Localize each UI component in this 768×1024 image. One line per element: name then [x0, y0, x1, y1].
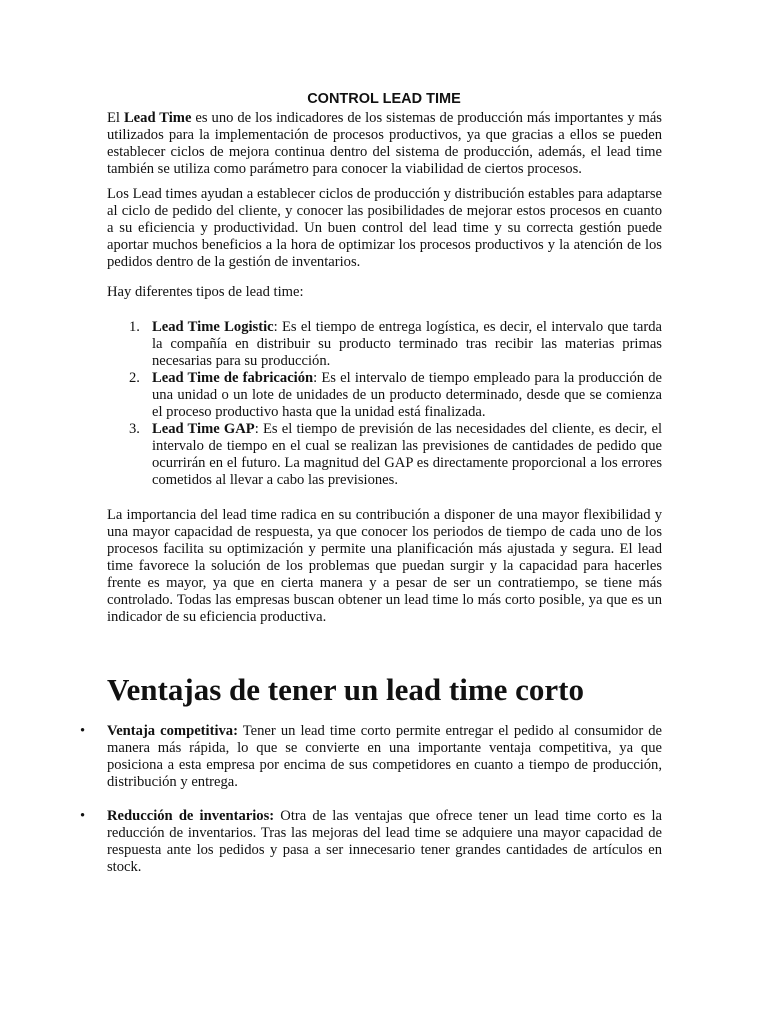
intro-prefix: El — [107, 110, 124, 126]
list-item — [80, 723, 662, 791]
list-item — [107, 421, 662, 489]
list-item — [80, 808, 663, 876]
importance-paragraph: La importancia del lead time radica en su contribución a disponer de una mayor flexibilidad y una mayor capacidad de respuesta, ya que conocer los periodos de tiempo de cada uno de los procesos facilita su optimización y permite una planificación más ajustada y segura. El lead time favorece la solución de los problemas que puedan surgir y la capacidad para hacerles frente es mayor, ya que en cierta manera y a pesar de ser un contratiempo, se tiene más controlado. Todas las empresas buscan obtener un lead time lo más corto posible, ya que es un indicador de su eficiencia productiva. — [107, 507, 662, 625]
list-number: 2. — [129, 370, 140, 386]
bullet-marker: • — [80, 808, 86, 824]
section-heading: Ventajas de tener un lead time corto — [107, 672, 584, 707]
intro-paragraph — [107, 110, 662, 178]
list-number: 1. — [129, 319, 140, 335]
list-term: Lead Time de fabricación — [152, 370, 314, 386]
list-number: 3. — [129, 421, 140, 437]
list-text: : Es el tiempo de entrega logística, es decir, el intervalo que tarda la compañía en distribuir su producto terminado tras recibir las materias primas necesarias para su producción. — [152, 319, 663, 369]
list-item — [107, 370, 662, 421]
intro-text: es uno de los indicadores de los sistemas de producción más importantes y más utilizados para la implementación de procesos productivos, ya que gracias a ellos se pueden establecer ciclos de mejora continua dentro del sistema de producción, además, el lead time también se utiliza como parámetro para conocer la viabilidad de ciertos procesos. — [107, 110, 662, 177]
lead-time-types-list — [107, 319, 662, 489]
list-term: Lead Time Logistic — [152, 319, 274, 335]
list-item — [107, 319, 662, 370]
list-text: : Es el intervalo de tiempo empleado para la producción de una unidad o un lote de unidades de un producto determinado, desde que se comienza el proceso productivo hasta que la unidad está finalizada. — [152, 370, 662, 420]
advantages-list — [80, 723, 663, 876]
bullet-marker: • — [80, 723, 86, 739]
advantage-text: Tener un lead time corto permite entregar el pedido al consumidor de manera más rápida, lo que se convierte en una importante ventaja competitiva, ya que posiciona a esta empresa por encima de sus competidores en cuanto a tiempo de producción, distribución y entrega. — [107, 723, 662, 790]
lead-times-paragraph: Los Lead times ayudan a establecer ciclos de producción y distribución estables para adaptarse al ciclo de pedido del cliente, y conocer las posibilidades de mejorar estos procesos en cuanto a su eficiencia y productividad. Un buen control del lead time y su correcta gestión puede aportar muchos beneficios a la hora de optimizar los procesos productivos y la atención de los pedidos dentro de la gestión de inventarios. — [107, 186, 662, 270]
advantage-text: Otra de las ventajas que ofrece tener un lead time corto es la reducción de inventarios. Tras las mejoras del lead time se adquiere una mayor capacidad de respuesta ante los pedidos y pasa a ser innecesario tener grandes cantidades de artículos en stock. — [107, 808, 663, 875]
advantage-term: Reducción de inventarios: — [107, 808, 275, 824]
list-text: : Es el tiempo de previsión de las necesidades del cliente, es decir, el intervalo de tiempo en el cual se realizan las previsiones de cantidades de pedido que ocurrirán en el futuro. La magnitud del GAP es directamente proporcional a los errores cometidos al llevar a cabo las previsiones. — [152, 421, 662, 488]
types-intro: Hay diferentes tipos de lead time: — [107, 284, 304, 300]
intro-term: Lead Time — [123, 110, 192, 126]
document-title: CONTROL LEAD TIME — [307, 91, 461, 107]
advantage-term: Ventaja competitiva: — [107, 723, 238, 739]
list-term: Lead Time GAP — [152, 421, 255, 437]
